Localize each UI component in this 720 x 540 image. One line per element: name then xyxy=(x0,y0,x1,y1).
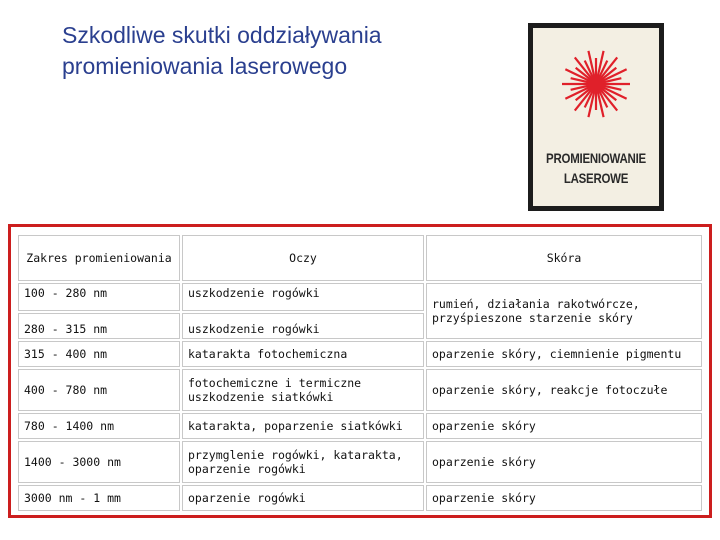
eyes-cell: fotochemiczne i termiczne uszkodzenie siatkówki xyxy=(182,369,424,411)
skin-cell: oparzenie skóry, reakcje fotoczułe xyxy=(426,369,702,411)
eyes-cell: uszkodzenie rogówki xyxy=(182,283,424,311)
range-cell: 400 - 780 nm xyxy=(18,369,180,411)
range-cell: 780 - 1400 nm xyxy=(18,413,180,439)
column-header-eyes: Oczy xyxy=(182,235,424,281)
skin-cell: oparzenie skóry xyxy=(426,485,702,511)
table-row xyxy=(18,369,702,411)
hazard-table xyxy=(16,233,704,513)
sign-label-line-1: PROMIENIOWANIE xyxy=(546,150,646,166)
range-cell: 100 - 280 nm xyxy=(18,283,180,311)
range-cell: 315 - 400 nm xyxy=(18,341,180,367)
table-row xyxy=(18,341,702,367)
column-header-skin: Skóra xyxy=(426,235,702,281)
eyes-cell: katarakta, poparzenie siatkówki xyxy=(182,413,424,439)
table-row xyxy=(18,413,702,439)
eyes-cell: oparzenie rogówki xyxy=(182,485,424,511)
table-row xyxy=(18,441,702,483)
range-cell: 3000 nm - 1 mm xyxy=(18,485,180,511)
page-title: Szkodliwe skutki oddziaływania promieniowania laserowego xyxy=(62,22,382,79)
range-cell: 1400 - 3000 nm xyxy=(18,441,180,483)
table-row xyxy=(18,283,702,311)
eyes-cell: katarakta fotochemiczna xyxy=(182,341,424,367)
sign-label xyxy=(544,148,647,188)
table-row xyxy=(18,485,702,511)
sign-panel xyxy=(533,28,659,206)
eyes-cell: uszkodzenie rogówki xyxy=(182,313,424,339)
laser-starburst-icon xyxy=(559,42,633,130)
column-header-range: Zakres promieniowania xyxy=(18,235,180,281)
skin-cell: oparzenie skóry, ciemnienie pigmentu xyxy=(426,341,702,367)
range-cell: 280 - 315 nm xyxy=(18,313,180,339)
laser-warning-sign xyxy=(528,23,664,211)
sign-label-line-2: LASEROWE xyxy=(563,170,629,186)
starburst-core xyxy=(590,78,602,90)
skin-cell: oparzenie skóry xyxy=(426,413,702,439)
skin-cell: oparzenie skóry xyxy=(426,441,702,483)
skin-cell: rumień, działania rakotwórcze, przyśpieszone starzenie skóry xyxy=(426,283,702,339)
hazard-table-frame xyxy=(8,224,712,518)
eyes-cell: przymglenie rogówki, katarakta, oparzenie rogówki xyxy=(182,441,424,483)
table-header-row xyxy=(18,235,702,281)
